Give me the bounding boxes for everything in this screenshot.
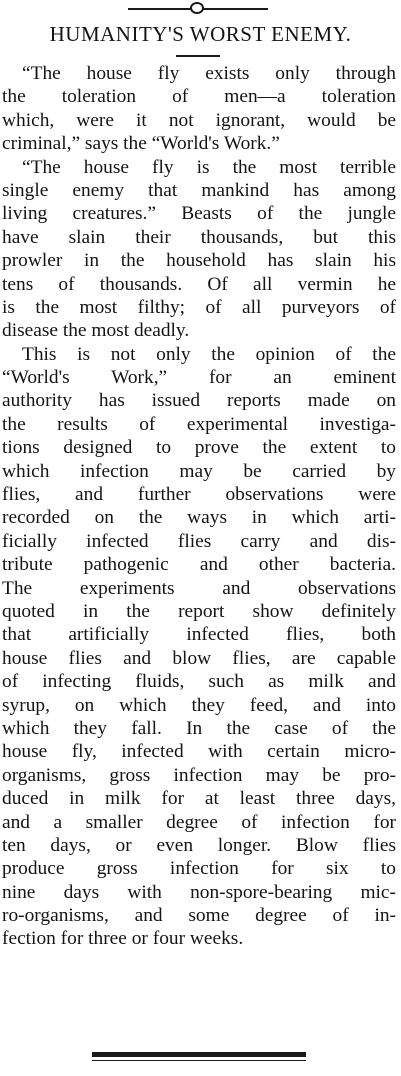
text-line: This is not only the opinion of the	[22, 343, 396, 365]
text-line: house fly, infected with certain micro-	[2, 741, 396, 763]
bottom-rule-divider	[92, 1052, 306, 1057]
paragraph-1	[2, 62, 396, 156]
text-line: the toleration of men—a toleration	[2, 86, 396, 108]
text-line: the results of experimental investiga-	[2, 413, 396, 435]
headline: HUMANITY'S WORST ENEMY.	[49, 22, 352, 46]
text-line: have slain their thousands, but this	[2, 226, 396, 248]
text-line: “World's Work,” for an eminent	[2, 367, 396, 389]
text-line: quoted in the report show definitely	[2, 600, 396, 622]
article-body	[2, 62, 396, 951]
text-line: of infecting fluids, such as milk and	[2, 671, 396, 693]
text-line: tens of thousands. Of all vermin he	[2, 273, 396, 295]
text-line: “The house fly exists only through	[22, 63, 396, 84]
headline-underline	[176, 55, 220, 57]
text-line: authority has issued reports made on	[2, 390, 396, 412]
text-line: duced in milk for at least three days,	[2, 788, 396, 810]
text-line: ro-organisms, and some degree of in-	[2, 905, 396, 927]
text-line: ten days, or even longer. Blow flies	[2, 834, 396, 856]
text-line: living creatures.” Beasts of the jungle	[2, 203, 396, 225]
text-line: which, were it not ignorant, would be	[2, 109, 396, 131]
text-line: disease the most deadly.	[2, 320, 190, 342]
top-ornament	[190, 2, 204, 14]
text-line: “The house fly is the most terrible	[22, 156, 396, 178]
text-line: syrup, on which they feed, and into	[2, 694, 396, 716]
paragraph-2	[2, 156, 396, 343]
text-line: house flies and blow flies, are capable	[2, 647, 396, 669]
bottom-rule-thin-divider	[92, 1060, 306, 1061]
text-line: prowler in the household has slain his	[2, 250, 396, 272]
text-line: recorded on the ways in which arti-	[2, 507, 396, 529]
text-line: tribute pathogenic and other bacteria.	[2, 554, 396, 576]
text-line: and a smaller degree of infection for	[2, 811, 396, 833]
text-line: organisms, gross infection may be pro-	[2, 764, 396, 786]
text-line: produce gross infection for six to	[2, 858, 396, 880]
text-line: fection for three or four weeks.	[2, 928, 244, 950]
text-line: that artificially infected flies, both	[2, 624, 396, 646]
paragraph-3	[2, 343, 396, 951]
text-line: is the most filthy; of all purveyors of	[2, 296, 396, 318]
text-line: flies, and further observations were	[2, 484, 396, 506]
text-line: tions designed to prove the extent to	[2, 437, 396, 459]
text-line: which infection may be carried by	[2, 460, 396, 482]
text-line: which they fall. In the case of the	[2, 717, 396, 739]
text-line: nine days with non-spore-bearing mic-	[2, 881, 396, 903]
text-line: The experiments and observations	[2, 577, 396, 599]
text-line: ficially infected flies carry and dis-	[2, 530, 396, 552]
text-line: single enemy that mankind has among	[2, 179, 396, 201]
text-line: criminal,” says the “World's Work.”	[2, 133, 280, 155]
